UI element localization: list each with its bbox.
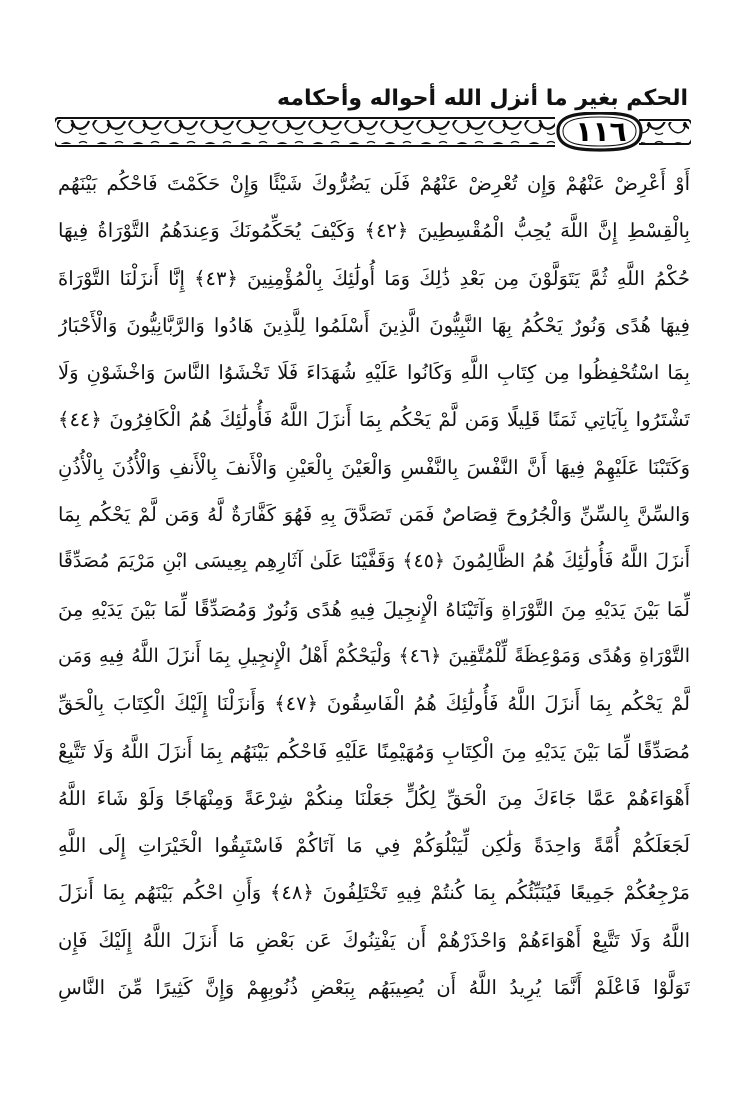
text-line: التَّوْرَاةِ وَهُدًى وَمَوْعِظَةً لِّلْمُتَّقِينَ ﴿٤٦﴾ وَلْيَحْكُمْ أَهْلُ الْإِنجِيلِ بِمَا أَنزَلَ اللَّهُ فِيهِ وَمَن bbox=[58, 644, 690, 667]
text-line: مُصَدِّقًا لِّمَا بَيْنَ يَدَيْهِ مِنَ الْكِتَابِ وَمُهَيْمِنًا عَلَيْهِ فَاحْكُم بَيْنَهُم بِمَا أَنزَلَ اللَّهُ وَلَا تَتَّبِعْ bbox=[58, 739, 690, 763]
text-line: أَوْ أَعْرِضْ عَنْهُمْ وَإِن تُعْرِضْ عَنْهُمْ فَلَن يَضُرُّوكَ شَيْئًا وَإِنْ حَكَمْتَ فَاحْكُم بَيْنَهُم bbox=[58, 172, 690, 195]
text-line: تَشْتَرُوا بِآيَاتِي ثَمَنًا قَلِيلًا وَمَن لَّمْ يَحْكُم بِمَا أَنزَلَ اللَّهُ فَأُولَٰئِكَ هُمُ الْكَافِرُونَ ﴿٤٤﴾ bbox=[58, 408, 690, 432]
text-line: أَهْوَاءَهُمْ عَمَّا جَاءَكَ مِنَ الْحَقِّ لِكُلٍّ جَعَلْنَا مِنكُمْ شِرْعَةً وَمِنْهَاجًا وَلَوْ شَاءَ اللَّهُ bbox=[58, 786, 690, 810]
text-line: بِالْقِسْطِ إِنَّ اللَّهَ يُحِبُّ الْمُقْسِطِينَ ﴿٤٢﴾ وَكَيْفَ يُحَكِّمُونَكَ وَعِندَهُمُ التَّوْرَاةُ فِيهَا bbox=[58, 219, 690, 243]
text-line: لِّمَا بَيْنَ يَدَيْهِ مِنَ التَّوْرَاةِ وَآتَيْنَاهُ الْإِنجِيلَ فِيهِ هُدًى وَنُورٌ وَمُصَدِّقًا لِّمَا بَيْنَ يَدَيْهِ مِنَ bbox=[58, 597, 690, 621]
text-line: اللَّهُ وَلَا تَتَّبِعْ أَهْوَاءَهُمْ وَاحْذَرْهُمْ أَن يَفْتِنُوكَ عَن بَعْضِ مَا أَنزَلَ اللَّهُ إِلَيْكَ فَإِن bbox=[58, 928, 690, 952]
text-line: بِمَا اسْتُحْفِظُوا مِن كِتَابِ اللَّهِ وَكَانُوا عَلَيْهِ شُهَدَاءَ فَلَا تَخْشَوُا النَّاسَ وَاخْشَوْنِ وَلَا bbox=[58, 361, 690, 385]
text-line: وَالسِّنَّ بِالسِّنِّ وَالْجُرُوحَ قِصَاصٌ فَمَن تَصَدَّقَ بِهِ فَهُوَ كَفَّارَةٌ لَّهُ وَمَن لَّمْ يَحْكُم بِمَا bbox=[58, 503, 690, 527]
quran-text-body bbox=[58, 160, 690, 1011]
text-line: مَرْجِعُكُمْ جَمِيعًا فَيُنَبِّئُكُم بِمَا كُنتُمْ فِيهِ تَخْتَلِفُونَ ﴿٤٨﴾ وَأَنِ احْكُم بَيْنَهُم بِمَا أَنزَلَ bbox=[58, 881, 690, 905]
running-header-title: الحكم بغير ما أنزل الله أحواله وأحكامه bbox=[276, 86, 688, 111]
text-line: فِيهَا هُدًى وَنُورٌ يَحْكُمُ بِهَا النَّبِيُّونَ الَّذِينَ أَسْلَمُوا لِلَّذِينَ هَادُوا وَالرَّبَّانِيُّونَ وَالْأَحْبَارُ bbox=[58, 313, 690, 337]
page-number: ١١٦ bbox=[575, 114, 627, 148]
text-line: حُكْمُ اللَّهِ ثُمَّ يَتَوَلَّوْنَ مِن بَعْدِ ذَٰلِكَ وَمَا أُولَٰئِكَ بِالْمُؤْمِنِينَ ﴿٤٣﴾ إِنَّا أَنزَلْنَا التَّوْرَاةَ bbox=[58, 266, 690, 290]
text-line: وَكَتَبْنَا عَلَيْهِمْ فِيهَا أَنَّ النَّفْسَ بِالنَّفْسِ وَالْعَيْنَ بِالْعَيْنِ وَالْأَنفَ بِالْأَنفِ وَالْأُذُنَ بِالْأُذُنِ bbox=[58, 455, 690, 479]
text-line: لَّمْ يَحْكُم بِمَا أَنزَلَ اللَّهُ فَأُولَٰئِكَ هُمُ الْفَاسِقُونَ ﴿٤٧﴾ وَأَنزَلْنَا إِلَيْكَ الْكِتَابَ بِالْحَقِّ bbox=[58, 692, 690, 716]
text-line: تَوَلَّوْا فَاعْلَمْ أَنَّمَا يُرِيدُ اللَّهُ أَن يُصِيبَهُم بِبَعْضِ ذُنُوبِهِمْ وَإِنَّ كَثِيرًا مِّنَ النَّاسِ bbox=[58, 976, 690, 1000]
text-line: أَنزَلَ اللَّهُ فَأُولَٰئِكَ هُمُ الظَّالِمُونَ ﴿٤٥﴾ وَقَفَّيْنَا عَلَىٰ آثَارِهِم بِعِيسَى ابْنِ مَرْيَمَ مُصَدِّقًا bbox=[58, 550, 690, 573]
text-line: لَجَعَلَكُمْ أُمَّةً وَاحِدَةً وَلَٰكِن لِّيَبْلُوَكُمْ فِي مَا آتَاكُمْ فَاسْتَبِقُوا الْخَيْرَاتِ إِلَى اللَّهِ bbox=[58, 834, 690, 858]
